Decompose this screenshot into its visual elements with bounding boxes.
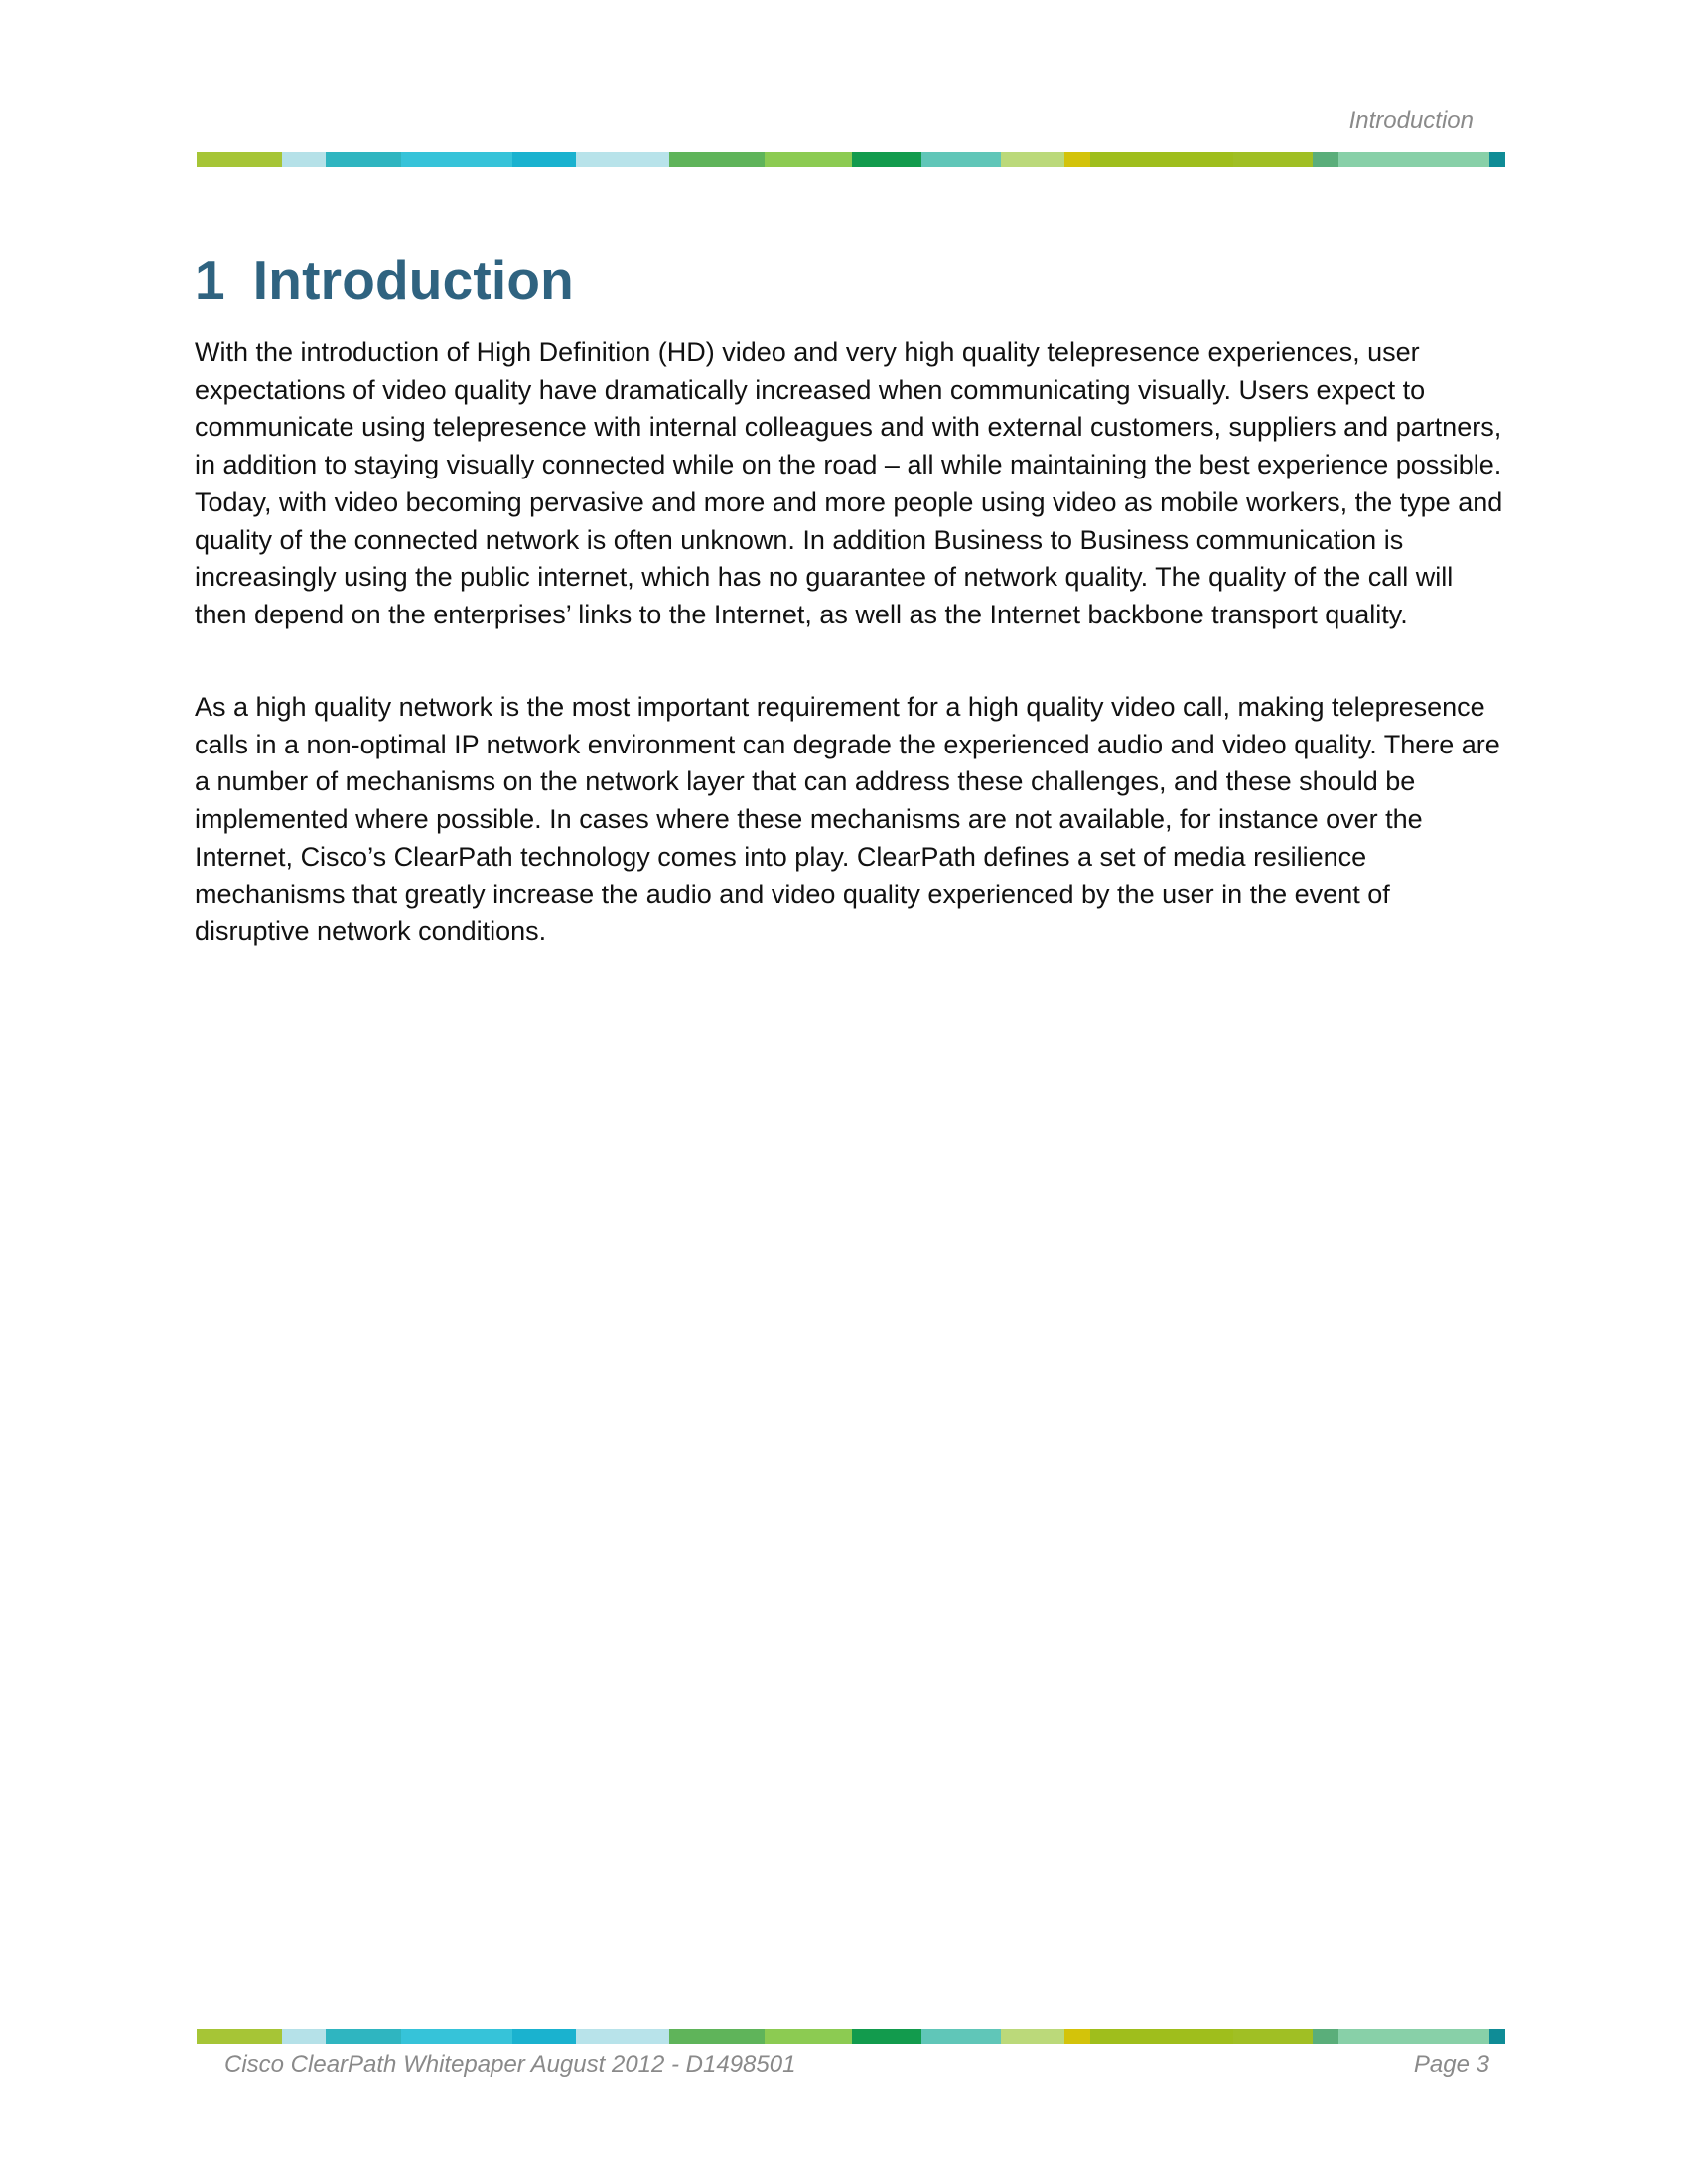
color-bar-segment: [576, 2029, 669, 2044]
footer-color-bar: [197, 2029, 1505, 2044]
color-bar-segment: [669, 2029, 765, 2044]
color-bar-segment: [1233, 152, 1313, 167]
color-bar-segment: [197, 2029, 282, 2044]
section-title: Introduction: [252, 249, 574, 311]
color-bar-segment: [1489, 2029, 1505, 2044]
running-header: Introduction: [1348, 107, 1474, 134]
color-bar-segment: [852, 2029, 921, 2044]
paragraph: With the introduction of High Definition (HD) video and very high quality telepresence experiences, user expectations of video quality have dramatically increased when communicating visually. Users expect to communicate using telepresence with internal colleagues and with external customers, suppliers and partners, in addition to staying visually connected while on the road – all while maintaining the best experience possible. Today, with video becoming pervasive and more and more people using video as mobile workers, the type and quality of the connected network is often unknown. In addition Business to Business communication is increasingly using the public internet, which has no guarantee of network quality. The quality of the call will then depend on the enterprises’ links to the Internet, as well as the Internet backbone transport quality.: [195, 338, 1503, 629]
color-bar-segment: [1064, 152, 1090, 167]
color-bar-segment: [1489, 152, 1505, 167]
section-number: 1: [195, 249, 225, 311]
color-bar-segment: [1233, 2029, 1313, 2044]
color-bar-segment: [921, 2029, 1001, 2044]
color-bar-segment: [1001, 2029, 1064, 2044]
color-bar-segment: [765, 152, 852, 167]
color-bar-segment: [765, 2029, 852, 2044]
footer-page-number: Page 3: [1413, 2051, 1489, 2078]
color-bar-segment: [1001, 152, 1064, 167]
color-bar-segment: [401, 2029, 512, 2044]
color-bar-segment: [1090, 2029, 1233, 2044]
color-bar-segment: [197, 152, 282, 167]
color-bar-segment: [1338, 152, 1489, 167]
color-bar-segment: [1090, 152, 1233, 167]
color-bar-segment: [1313, 2029, 1338, 2044]
header-color-bar: [197, 152, 1505, 167]
color-bar-segment: [512, 152, 576, 167]
color-bar-segment: [326, 2029, 401, 2044]
section-heading: [195, 246, 574, 314]
color-bar-segment: [282, 2029, 326, 2044]
color-bar-segment: [401, 152, 512, 167]
footer-document-info: Cisco ClearPath Whitepaper August 2012 - D1498501: [224, 2051, 796, 2078]
color-bar-segment: [669, 152, 765, 167]
color-bar-segment: [1338, 2029, 1489, 2044]
paragraph: As a high quality network is the most important requirement for a high quality video call, making telepresence calls in a non-optimal IP network environment can degrade the experienced audio and video quality. There are a number of mechanisms on the network layer that can address these challenges, and these should be implemented where possible. In cases where these mechanisms are not available, for instance over the Internet, Cisco’s ClearPath technology comes into play. ClearPath defines a set of media resilience mechanisms that greatly increase the audio and video quality experienced by the user in the event of disruptive network conditions.: [195, 692, 1500, 947]
color-bar-segment: [1064, 2029, 1090, 2044]
color-bar-segment: [282, 152, 326, 167]
color-bar-segment: [921, 152, 1001, 167]
color-bar-segment: [1313, 152, 1338, 167]
color-bar-segment: [326, 152, 401, 167]
color-bar-segment: [512, 2029, 576, 2044]
color-bar-segment: [852, 152, 921, 167]
color-bar-segment: [576, 152, 669, 167]
